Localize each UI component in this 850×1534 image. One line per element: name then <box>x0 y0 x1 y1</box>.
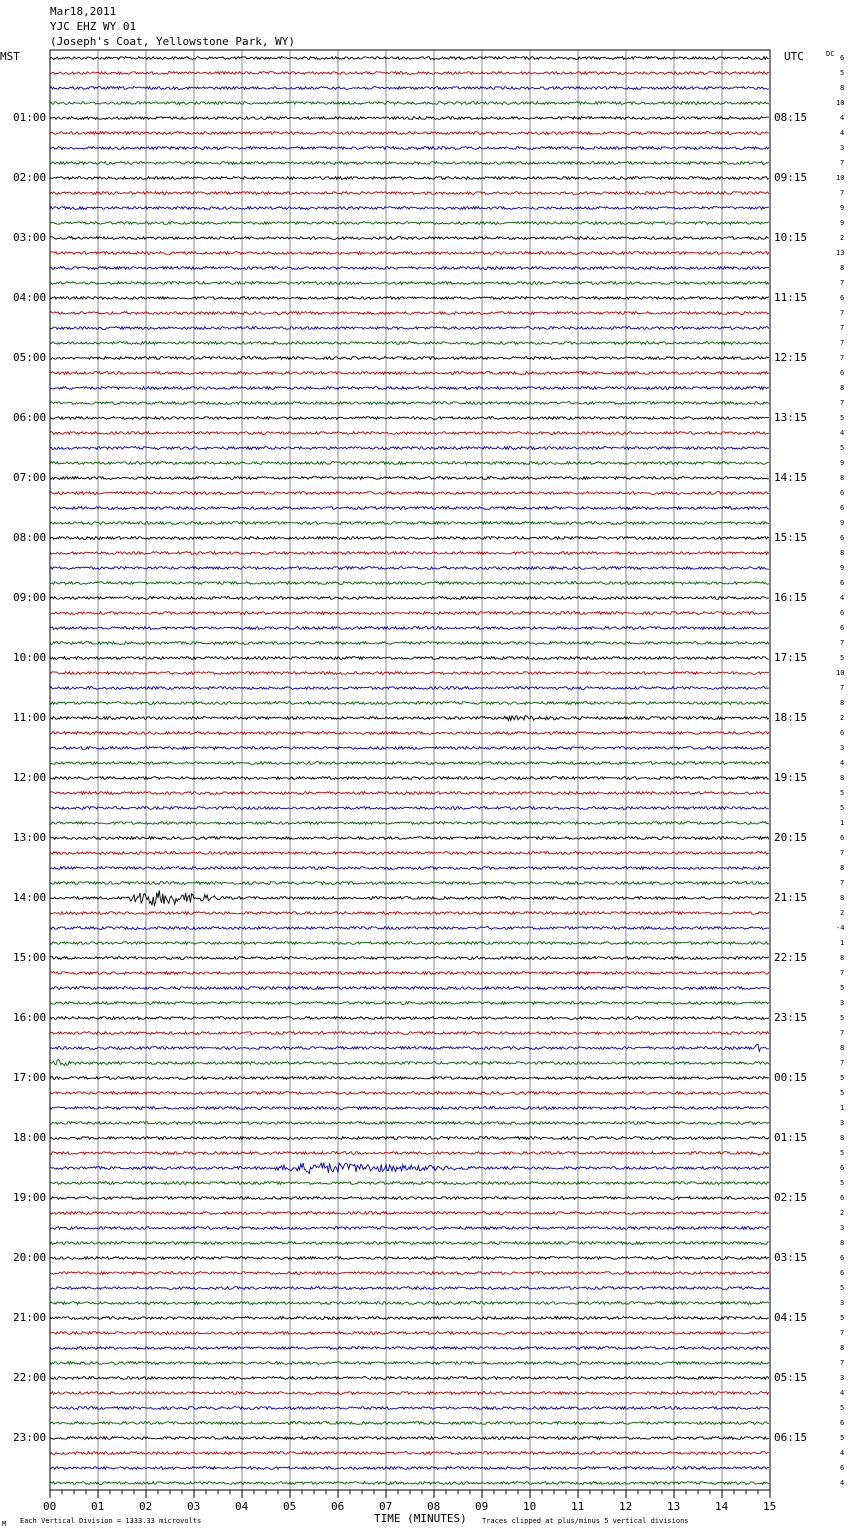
utc-hour-label: 19:15 <box>774 771 808 784</box>
x-tick-label: 01 <box>91 1500 105 1513</box>
mst-hour-label: 07:00 <box>13 471 47 484</box>
dc-offset-value: 7 <box>840 279 845 287</box>
trace-row-52 <box>50 837 769 840</box>
utc-hour-label: 06:15 <box>774 1431 808 1444</box>
trace-row-36 <box>50 597 769 600</box>
dc-offset-value: 9 <box>840 459 845 467</box>
x-tick-label: 15 <box>763 1500 777 1513</box>
dc-offset-value: 8 <box>840 1239 845 1247</box>
trace-row-25 <box>50 432 769 435</box>
dc-offset-value: 7 <box>840 354 845 362</box>
dc-offset-value: 6 <box>840 1254 845 1262</box>
trace-row-13 <box>50 252 769 255</box>
trace-row-73 <box>50 1152 769 1155</box>
utc-label: UTC <box>784 50 804 63</box>
x-tick-label: 11 <box>571 1500 585 1513</box>
dc-offset-value: 10 <box>836 174 845 182</box>
trace-row-86 <box>50 1347 769 1350</box>
dc-offset-value: 6 <box>840 369 845 377</box>
utc-hour-label: 18:15 <box>774 711 808 724</box>
trace-row-1 <box>50 72 769 75</box>
dc-offset-value: 10 <box>836 99 845 107</box>
trace-row-54 <box>50 867 769 870</box>
dc-offset-value: 5 <box>840 69 845 77</box>
utc-hour-label: 09:15 <box>774 171 808 184</box>
dc-offset-value: 5 <box>840 1284 845 1292</box>
dc-offset-value: 5 <box>840 1404 845 1412</box>
trace-row-12 <box>50 237 769 240</box>
trace-row-40 <box>50 657 769 660</box>
mst-hour-label: 09:00 <box>13 591 47 604</box>
trace-row-15 <box>50 282 769 285</box>
dc-offset-value: 8 <box>840 474 845 482</box>
mst-hour-label: 17:00 <box>13 1071 47 1084</box>
dc-offset-value: 9 <box>840 204 845 212</box>
trace-row-68 <box>50 1077 769 1080</box>
x-tick-label: 03 <box>187 1500 201 1513</box>
dc-offset-value: 7 <box>840 189 845 197</box>
dc-offset-value: 8 <box>840 549 845 557</box>
trace-row-57 <box>50 912 769 915</box>
dc-offset-value: 9 <box>840 519 845 527</box>
utc-hour-label: 04:15 <box>774 1311 808 1324</box>
x-tick-label: 10 <box>523 1500 537 1513</box>
trace-row-16 <box>50 297 769 300</box>
trace-row-76 <box>50 1197 769 1200</box>
utc-hour-label: 12:15 <box>774 351 808 364</box>
utc-hour-label: 14:15 <box>774 471 808 484</box>
dc-offset-value: 6 <box>840 1269 845 1277</box>
utc-hour-label: 21:15 <box>774 891 808 904</box>
dc-offset-value: 6 <box>840 489 845 497</box>
trace-row-26 <box>50 447 769 450</box>
trace-row-20 <box>50 357 769 360</box>
x-tick-label: 12 <box>619 1500 633 1513</box>
dc-offset-value: 5 <box>840 804 845 812</box>
dc-offset-value: 8 <box>840 954 845 962</box>
mst-label: MST <box>0 50 20 63</box>
trace-row-8 <box>50 177 769 180</box>
trace-row-53 <box>50 852 769 855</box>
dc-offset-value: 5 <box>840 444 845 452</box>
dc-offset-value: 6 <box>840 294 845 302</box>
mst-hour-label: 08:00 <box>13 531 47 544</box>
dc-offset-value: 3 <box>840 744 845 752</box>
dc-offset-value: 5 <box>840 1014 845 1022</box>
trace-row-48 <box>50 777 769 780</box>
x-tick-label: 14 <box>715 1500 729 1513</box>
dc-offset-value: 4 <box>840 429 845 437</box>
mst-hour-label: 22:00 <box>13 1371 47 1384</box>
dc-offset-value: 6 <box>840 1464 845 1472</box>
dc-offset-value: 5 <box>840 1149 845 1157</box>
trace-row-72 <box>50 1137 769 1140</box>
dc-offset-value: 3 <box>840 999 845 1007</box>
utc-hour-label: 20:15 <box>774 831 808 844</box>
dc-offset-value: 9 <box>840 219 845 227</box>
dc-offset-value: 4 <box>840 114 845 122</box>
trace-row-30 <box>50 507 769 510</box>
trace-row-2 <box>50 87 769 90</box>
utc-hour-label: 15:15 <box>774 531 808 544</box>
trace-row-81 <box>50 1272 769 1275</box>
dc-offset-value: 8 <box>840 864 845 872</box>
dc-offset-value: 2 <box>840 234 845 242</box>
dc-offset-value: 8 <box>840 1134 845 1142</box>
trace-row-37 <box>50 612 769 615</box>
minute-gridlines <box>98 50 722 1490</box>
utc-hour-label: 17:15 <box>774 651 808 664</box>
trace-row-92 <box>50 1437 769 1440</box>
trace-row-94 <box>50 1467 769 1470</box>
dc-offset-value: 4 <box>840 594 845 602</box>
utc-hour-label: 08:15 <box>774 111 808 124</box>
dc-offset-value: 8 <box>840 1044 845 1052</box>
utc-hour-label: 11:15 <box>774 291 808 304</box>
trace-row-19 <box>50 342 769 345</box>
trace-row-58 <box>50 927 769 930</box>
trace-row-79 <box>50 1242 769 1245</box>
trace-row-3 <box>50 102 769 105</box>
trace-row-23 <box>50 402 769 405</box>
mst-hour-label: 01:00 <box>13 111 47 124</box>
trace-row-88 <box>50 1377 769 1380</box>
trace-row-51 <box>50 822 769 825</box>
dc-offset-value: 6 <box>840 834 845 842</box>
mst-hour-label: 18:00 <box>13 1131 47 1144</box>
dc-offset-value: 1 <box>840 1104 845 1112</box>
dc-offset-value: 5 <box>840 789 845 797</box>
dc-offset-value: 4 <box>840 1389 845 1397</box>
utc-hour-label: 16:15 <box>774 591 808 604</box>
trace-row-44 <box>50 716 769 721</box>
dc-offset-value: 4 <box>840 759 845 767</box>
trace-row-11 <box>50 222 769 225</box>
dc-offset-value: 9 <box>840 564 845 572</box>
trace-row-56 <box>50 890 769 905</box>
trace-row-45 <box>50 732 769 735</box>
trace-row-60 <box>50 957 769 960</box>
dc-offset-value: 8 <box>840 894 845 902</box>
trace-row-69 <box>50 1092 769 1095</box>
x-tick-label: 00 <box>43 1500 57 1513</box>
trace-row-22 <box>50 387 769 390</box>
utc-hour-label: 02:15 <box>774 1191 808 1204</box>
trace-row-61 <box>50 972 769 975</box>
mst-hour-label: 05:00 <box>13 351 47 364</box>
dc-offset-value: 6 <box>840 1194 845 1202</box>
trace-row-74 <box>50 1163 769 1174</box>
trace-row-17 <box>50 312 769 315</box>
dc-offset-value: 13 <box>836 249 845 257</box>
trace-row-24 <box>50 417 769 420</box>
trace-row-59 <box>50 942 769 945</box>
trace-row-7 <box>50 162 769 165</box>
trace-row-9 <box>50 192 769 195</box>
dc-offset-value: 4 <box>840 1449 845 1457</box>
x-tick-label: 04 <box>235 1500 249 1513</box>
trace-row-14 <box>50 267 769 270</box>
mst-hour-label: 20:00 <box>13 1251 47 1264</box>
dc-offset-value: 10 <box>836 669 845 677</box>
mst-hour-label: 14:00 <box>13 891 47 904</box>
utc-hour-label: 03:15 <box>774 1251 808 1264</box>
dc-offset-value: 5 <box>840 414 845 422</box>
dc-offset-value: 5 <box>840 1089 845 1097</box>
dc-offset-value: 1 <box>840 819 845 827</box>
dc-offset-value: 6 <box>840 504 845 512</box>
dc-offset-value: 7 <box>840 969 845 977</box>
seismic-traces <box>50 57 769 1485</box>
trace-row-70 <box>50 1107 769 1110</box>
x-tick-label: 06 <box>331 1500 345 1513</box>
dc-offset-value: 2 <box>840 714 845 722</box>
x-tick-label: 07 <box>379 1500 393 1513</box>
trace-row-29 <box>50 492 769 495</box>
dc-offset-value: -4 <box>836 924 845 932</box>
trace-row-6 <box>50 147 769 150</box>
trace-row-27 <box>50 462 769 465</box>
trace-row-18 <box>50 327 769 330</box>
trace-row-75 <box>50 1182 769 1185</box>
trace-row-43 <box>50 702 769 705</box>
trace-row-35 <box>50 582 769 585</box>
mst-hour-label: 19:00 <box>13 1191 47 1204</box>
trace-row-41 <box>50 672 769 675</box>
trace-row-87 <box>50 1362 769 1365</box>
dc-offset-value: 4 <box>840 1479 845 1487</box>
dc-offset-value: 3 <box>840 1374 845 1382</box>
dc-offset-value: 5 <box>840 1434 845 1442</box>
mst-hour-label: 13:00 <box>13 831 47 844</box>
utc-hour-label: 10:15 <box>774 231 808 244</box>
utc-hour-label: 05:15 <box>774 1371 808 1384</box>
corner-mark: M <box>2 1520 7 1528</box>
dc-offset-value: 5 <box>840 1314 845 1322</box>
x-tick-label: 08 <box>427 1500 441 1513</box>
trace-row-78 <box>50 1227 769 1230</box>
mst-hour-label: 04:00 <box>13 291 47 304</box>
header-location: (Joseph's Coat, Yellowstone Park, WY) <box>50 35 296 48</box>
utc-hour-label: 01:15 <box>774 1131 808 1144</box>
trace-row-63 <box>50 1002 769 1005</box>
dc-offset-value: 7 <box>840 684 845 692</box>
x-tick-label: 05 <box>283 1500 297 1513</box>
dc-offset-value: 6 <box>840 729 845 737</box>
trace-row-82 <box>50 1287 769 1290</box>
mst-hour-label: 02:00 <box>13 171 47 184</box>
x-tick-label: 09 <box>475 1500 489 1513</box>
trace-row-0 <box>50 57 769 60</box>
dc-offset-value: 7 <box>840 1359 845 1367</box>
dc-offset-value: 7 <box>840 339 845 347</box>
dc-offset-value: 6 <box>840 624 845 632</box>
dc-offset-value: 8 <box>840 264 845 272</box>
x-axis-title: TIME (MINUTES) <box>374 1512 467 1525</box>
scale-note: Each Vertical Division = 1333.33 microvolts <box>20 1517 202 1525</box>
trace-row-39 <box>50 642 769 645</box>
dc-offset-value: 7 <box>840 309 845 317</box>
dc-offset-value: 3 <box>840 1224 845 1232</box>
utc-hour-label: 13:15 <box>774 411 808 424</box>
dc-offset-value: 5 <box>840 1074 845 1082</box>
mst-hour-label: 23:00 <box>13 1431 47 1444</box>
dc-offset-value: 8 <box>840 699 845 707</box>
dc-offset-value: 2 <box>840 909 845 917</box>
dc-offset-value: 6 <box>840 534 845 542</box>
mst-hour-label: 11:00 <box>13 711 47 724</box>
trace-row-50 <box>50 807 769 810</box>
trace-row-67 <box>50 1059 769 1065</box>
trace-row-34 <box>50 567 769 570</box>
dc-offset-value: 8 <box>840 384 845 392</box>
dc-offset-value: 2 <box>840 1209 845 1217</box>
mst-hour-label: 06:00 <box>13 411 47 424</box>
dc-label: DC <box>826 50 835 58</box>
dc-offset-value: 7 <box>840 159 845 167</box>
trace-row-47 <box>50 762 769 765</box>
mst-hour-label: 10:00 <box>13 651 47 664</box>
clip-note: Traces clipped at plus/minus 5 vertical divisions <box>482 1517 689 1525</box>
trace-row-33 <box>50 552 769 555</box>
trace-row-95 <box>50 1482 769 1485</box>
trace-row-62 <box>50 987 769 990</box>
dc-offset-value: 3 <box>840 1299 845 1307</box>
dc-offset-value: 7 <box>840 324 845 332</box>
dc-offset-value: 6 <box>840 54 845 62</box>
trace-row-55 <box>50 882 769 885</box>
trace-row-77 <box>50 1212 769 1215</box>
dc-offset-value: 7 <box>840 639 845 647</box>
dc-offset-value: 7 <box>840 1059 845 1067</box>
dc-offset-value: 5 <box>840 984 845 992</box>
dc-offset-value: 5 <box>840 654 845 662</box>
trace-row-5 <box>50 132 769 135</box>
mst-hour-label: 12:00 <box>13 771 47 784</box>
dc-offset-value: 8 <box>840 774 845 782</box>
trace-row-28 <box>50 477 769 480</box>
header-station: YJC EHZ WY 01 <box>50 20 137 33</box>
trace-row-42 <box>50 687 769 690</box>
trace-row-65 <box>50 1032 769 1035</box>
mst-hour-label: 03:00 <box>13 231 47 244</box>
utc-hour-label: 00:15 <box>774 1071 808 1084</box>
trace-row-85 <box>50 1332 769 1335</box>
dc-offset-value: 3 <box>840 1119 845 1127</box>
trace-row-93 <box>50 1452 769 1455</box>
x-tick-label: 13 <box>667 1500 681 1513</box>
mst-hour-label: 15:00 <box>13 951 47 964</box>
utc-hour-label: 22:15 <box>774 951 808 964</box>
mst-hour-label: 16:00 <box>13 1011 47 1024</box>
trace-row-31 <box>50 522 769 525</box>
dc-offset-value: 7 <box>840 1329 845 1337</box>
dc-offset-value: 6 <box>840 579 845 587</box>
trace-row-4 <box>50 117 769 120</box>
trace-row-90 <box>50 1407 769 1410</box>
header-date: Mar18,2011 <box>50 5 117 18</box>
dc-offset-value: 6 <box>840 1419 845 1427</box>
trace-row-46 <box>50 747 769 750</box>
trace-row-83 <box>50 1302 769 1305</box>
dc-offset-value: 6 <box>840 609 845 617</box>
dc-offset-value: 7 <box>840 849 845 857</box>
dc-offset-value: 1 <box>840 939 845 947</box>
utc-hour-label: 23:15 <box>774 1011 808 1024</box>
dc-offset-value: 8 <box>840 84 845 92</box>
trace-row-71 <box>50 1122 769 1125</box>
trace-row-91 <box>50 1422 769 1425</box>
trace-row-80 <box>50 1257 769 1260</box>
dc-offset-value: 7 <box>840 879 845 887</box>
dc-offset-value: 3 <box>840 144 845 152</box>
dc-offset-value: 5 <box>840 1179 845 1187</box>
x-tick-label: 02 <box>139 1500 153 1513</box>
trace-row-49 <box>50 792 769 795</box>
trace-row-84 <box>50 1317 769 1320</box>
dc-offset-value: 7 <box>840 399 845 407</box>
trace-row-64 <box>50 1017 769 1020</box>
dc-offset-value: 8 <box>840 1344 845 1352</box>
trace-row-10 <box>50 207 769 210</box>
mst-hour-label: 21:00 <box>13 1311 47 1324</box>
trace-row-38 <box>50 627 769 630</box>
dc-offset-value: 6 <box>840 1164 845 1172</box>
x-axis-ticks <box>50 1490 770 1498</box>
trace-row-89 <box>50 1392 769 1395</box>
trace-row-66 <box>50 1044 769 1051</box>
dc-offset-value: 7 <box>840 1029 845 1037</box>
trace-row-32 <box>50 537 769 540</box>
trace-row-21 <box>50 372 769 375</box>
dc-offset-value: 4 <box>840 129 845 137</box>
